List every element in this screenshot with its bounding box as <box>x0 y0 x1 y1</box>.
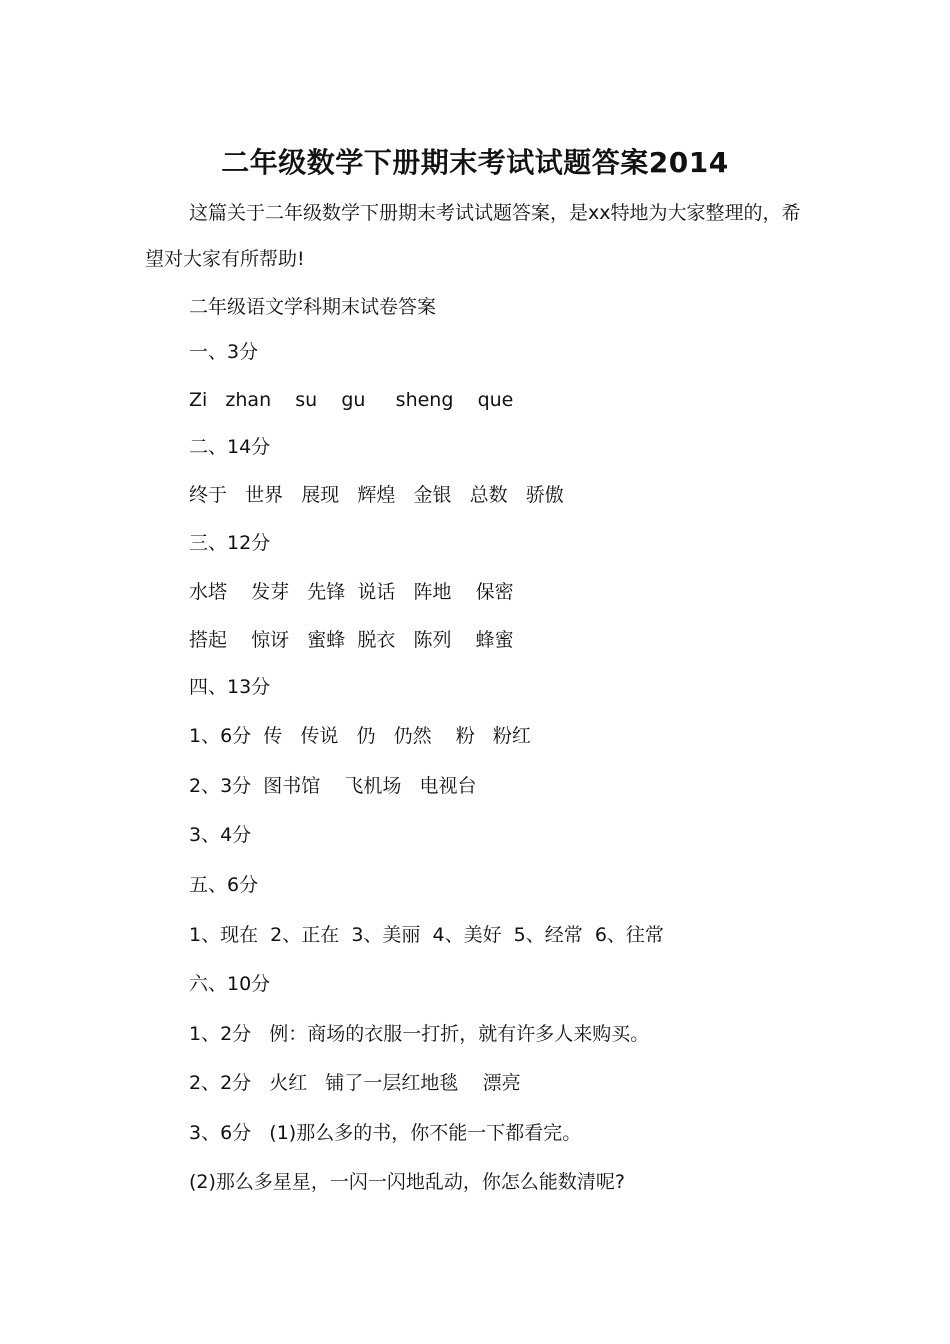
answer-line: 2、3分 图书馆 飞机场 电视台 <box>189 775 477 797</box>
question-heading: 四、13分 <box>189 676 271 698</box>
answer-line: 3、6分 (1)那么多的书，你不能一下都看完。 <box>189 1122 582 1144</box>
document-title: 二年级数学下册期末考试试题答案2014 <box>221 145 729 179</box>
answer-line: 1、6分 传 传说 仍 仍然 粉 粉红 <box>189 725 531 747</box>
answer-line: 终于 世界 展现 辉煌 金银 总数 骄傲 <box>189 484 564 506</box>
question-heading: 三、12分 <box>189 532 271 554</box>
question-heading: 一、3分 <box>189 341 259 363</box>
section-heading: 二年级语文学科期末试卷答案 <box>189 296 437 318</box>
question-heading: 五、6分 <box>189 874 259 896</box>
answer-line: 1、现在 2、正在 3、美丽 4、美好 5、经常 6、往常 <box>189 924 664 946</box>
answer-line: (2)那么多星星，一闪一闪地乱动，你怎么能数清呢? <box>189 1171 625 1193</box>
answer-line: 1、2分 例：商场的衣服一打折，就有许多人来购买。 <box>189 1023 650 1045</box>
answer-line: 2、2分 火红 铺了一层红地毯 漂亮 <box>189 1072 521 1094</box>
question-heading: 二、14分 <box>189 436 271 458</box>
answer-line: 水塔 发芽 先锋 说话 阵地 保密 <box>189 581 514 603</box>
answer-line: 搭起 惊讶 蜜蜂 脱衣 陈列 蜂蜜 <box>189 629 514 651</box>
intro-paragraph: 这篇关于二年级数学下册期末考试试题答案，是xx特地为大家整理的，希望对大家有所帮助! <box>145 202 801 270</box>
answer-line: 3、4分 <box>189 824 252 846</box>
question-heading: 六、10分 <box>189 973 271 995</box>
answer-line: Zi zhan su gu sheng que <box>189 389 514 411</box>
